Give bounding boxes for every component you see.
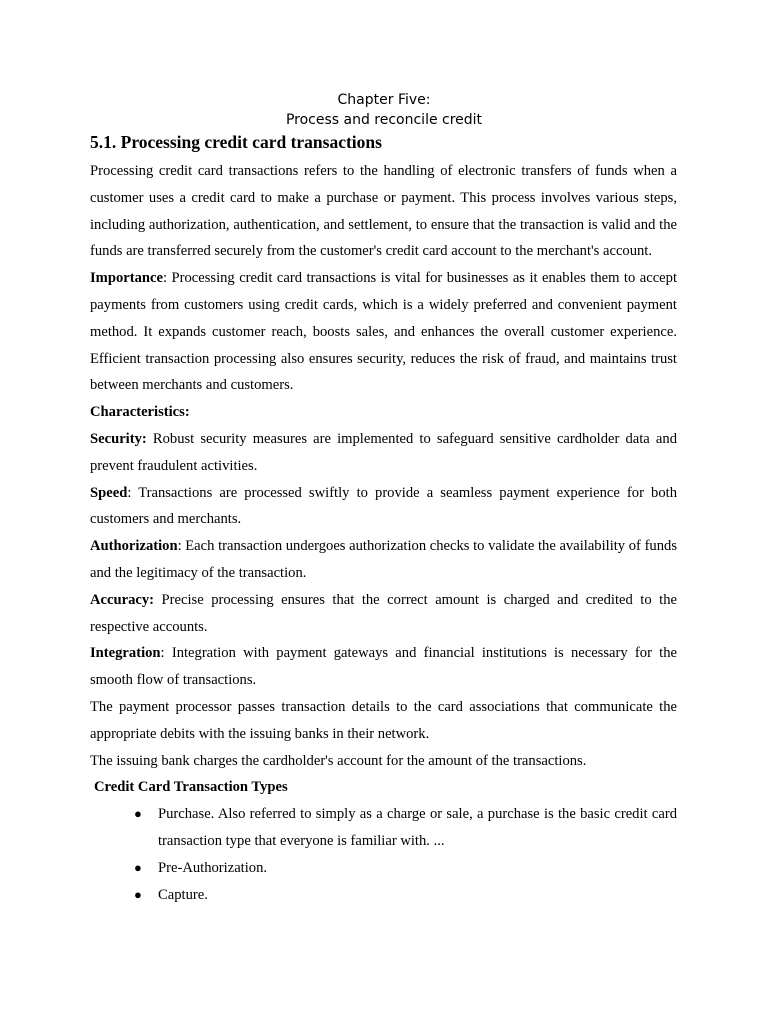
- chapter-subtitle: Process and reconcile credit: [285, 112, 483, 128]
- characteristic-speed: Speed: Transactions are processed swiftly to provide a seamless payment experience for both customers and merchants.: [90, 484, 677, 528]
- list-item: ● Pre-Authorization.: [158, 855, 677, 882]
- characteristics-heading: Characteristics:: [90, 404, 190, 421]
- bullet-icon: ●: [134, 806, 142, 822]
- list-item: ● Capture.: [158, 882, 677, 909]
- section-heading: 5.1. Processing credit card transactions: [90, 132, 382, 152]
- transaction-types-heading: Credit Card Transaction Types: [94, 779, 288, 796]
- section-body: [90, 158, 677, 908]
- characteristic-accuracy: Accuracy: Precise processing ensures that the correct amount is charged and credited to the respective accounts.: [90, 591, 677, 635]
- characteristic-security: Security: Robust security measures are implemented to safeguard sensitive cardholder data and prevent fraudulent activities.: [90, 430, 677, 474]
- chapter-title: Chapter Five:: [337, 92, 431, 108]
- intro-paragraph: Processing credit card transactions refers to the handling of electronic transfers of funds when a customer uses a credit card to make a purchase or payment. This process involves various steps, including authorization, authentication, and settlement, to ensure that the transaction is valid and the funds are transferred securely from the customer's credit card account to the merchant's account.: [90, 163, 677, 260]
- characteristic-authorization: Authorization: Each transaction undergoes authorization checks to validate the availability of funds and the legitimacy of the transaction.: [90, 538, 677, 581]
- importance-paragraph: [90, 265, 677, 399]
- bullet-icon: ●: [134, 886, 142, 902]
- processor-paragraph: The payment processor passes transaction details to the card associations that communicate the appropriate debits with the issuing banks in their network.: [90, 698, 677, 742]
- importance-label: Importance: [90, 270, 163, 287]
- transaction-types-list: [90, 801, 677, 908]
- characteristic-integration: Integration: Integration with payment gateways and financial institutions is necessary for the smooth flow of transactions.: [90, 645, 677, 689]
- importance-text: : Processing credit card transactions is vital for businesses as it enables them to accept payments from customers using credit cards, which is a widely preferred and convenient payment method. It expands customer reach, boosts sales, and enhances the overall customer experience. Efficient transaction processing also ensures security, reduces the risk of fraud, and maintains trust between merchants and customers.: [90, 270, 677, 394]
- issuing-bank-paragraph: The issuing bank charges the cardholder's account for the amount of the transactions.: [90, 752, 587, 769]
- bullet-icon: ●: [134, 859, 142, 875]
- list-item: ● Purchase. Also referred to simply as a charge or sale, a purchase is the basic credit card transaction type that everyone is familiar with. ...: [158, 801, 677, 855]
